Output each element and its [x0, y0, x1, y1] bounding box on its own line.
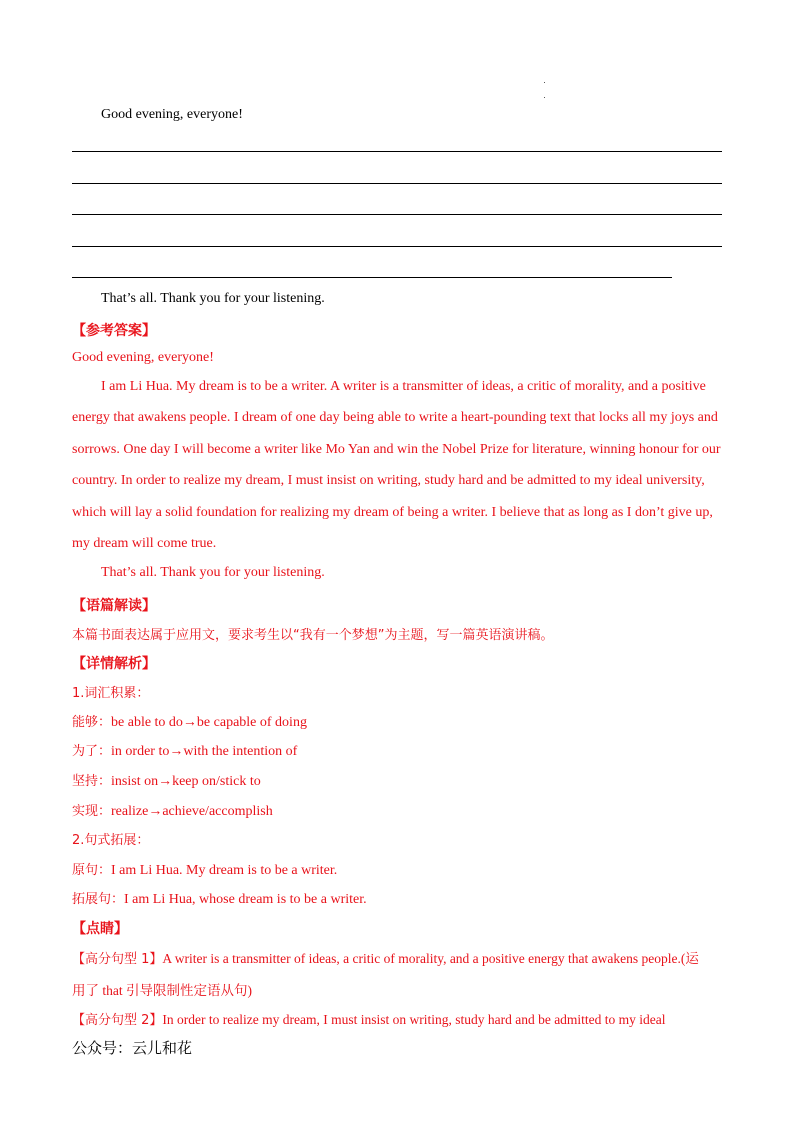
highlight-item-1: 【高分句型 1】A writer is a transmitter of ideas, a critic of morality, and a positive energy that awakens people.(运: [72, 951, 699, 967]
vocab-item: 实现：realize→achieve/accomplish: [72, 804, 273, 819]
prompt-closing: That’s all. Thank you for your listening.: [101, 291, 325, 306]
prompt-greeting: Good evening, everyone!: [101, 107, 243, 122]
answer-header: 【参考答案】: [72, 323, 156, 339]
writing-line: [72, 214, 722, 215]
answer-line: I am Li Hua. My dream is to be a writer. A writer is a transmitter of ideas, a critic of morality, and a positive: [101, 379, 706, 394]
vocab-item: 坚持：insist on→keep on/stick to: [72, 774, 261, 789]
answer-closing: That’s all. Thank you for your listening.: [101, 565, 325, 580]
highlights-header: 【点睛】: [72, 921, 128, 937]
answer-line: my dream will come true.: [72, 536, 217, 551]
highlight-item-1-cont: 用了 that 引导限制性定语从句): [72, 983, 252, 998]
detail-header: 【详情解析】: [72, 656, 156, 672]
answer-greeting: Good evening, everyone!: [72, 350, 214, 365]
scan-dot: [544, 97, 545, 98]
vocab-item: 能够：be able to do→be capable of doing: [72, 715, 307, 730]
writing-line: [72, 277, 672, 278]
answer-line: country. In order to realize my dream, I must insist on writing, study hard and be admitted to my ideal university,: [72, 473, 705, 488]
writing-line: [72, 246, 722, 247]
highlight-item-2: 【高分句型 2】In order to realize my dream, I must insist on writing, study hard and be admitted to my ideal: [72, 1012, 666, 1028]
footer-text: 公众号：云儿和花: [72, 1039, 193, 1057]
analysis-header: 【语篇解读】: [72, 598, 156, 614]
expanded-sentence: 拓展句：I am Li Hua, whose dream is to be a writer.: [72, 892, 367, 907]
writing-line: [72, 151, 722, 152]
answer-line: energy that awakens people. I dream of one day being able to write a heart-pounding text that locks all my joys and: [72, 410, 718, 425]
vocab-item: 为了：in order to→with the intention of: [72, 744, 298, 759]
writing-line: [72, 183, 722, 184]
original-sentence: 原句：I am Li Hua. My dream is to be a writer.: [72, 863, 338, 878]
scan-dot: [544, 82, 545, 83]
answer-line: sorrows. One day I will become a writer like Mo Yan and win the Nobel Prize for literature, winning honour for our: [72, 442, 721, 457]
answer-line: which will lay a solid foundation for realizing my dream of being a writer. I believe that as long as I don’t give up,: [72, 505, 713, 520]
analysis-text: 本篇书面表达属于应用文，要求考生以“我有一个梦想”为主题，写一篇英语演讲稿。: [72, 628, 554, 643]
sentence-title: 2.句式拓展：: [72, 833, 150, 848]
vocab-title: 1.词汇积累：: [72, 686, 150, 701]
